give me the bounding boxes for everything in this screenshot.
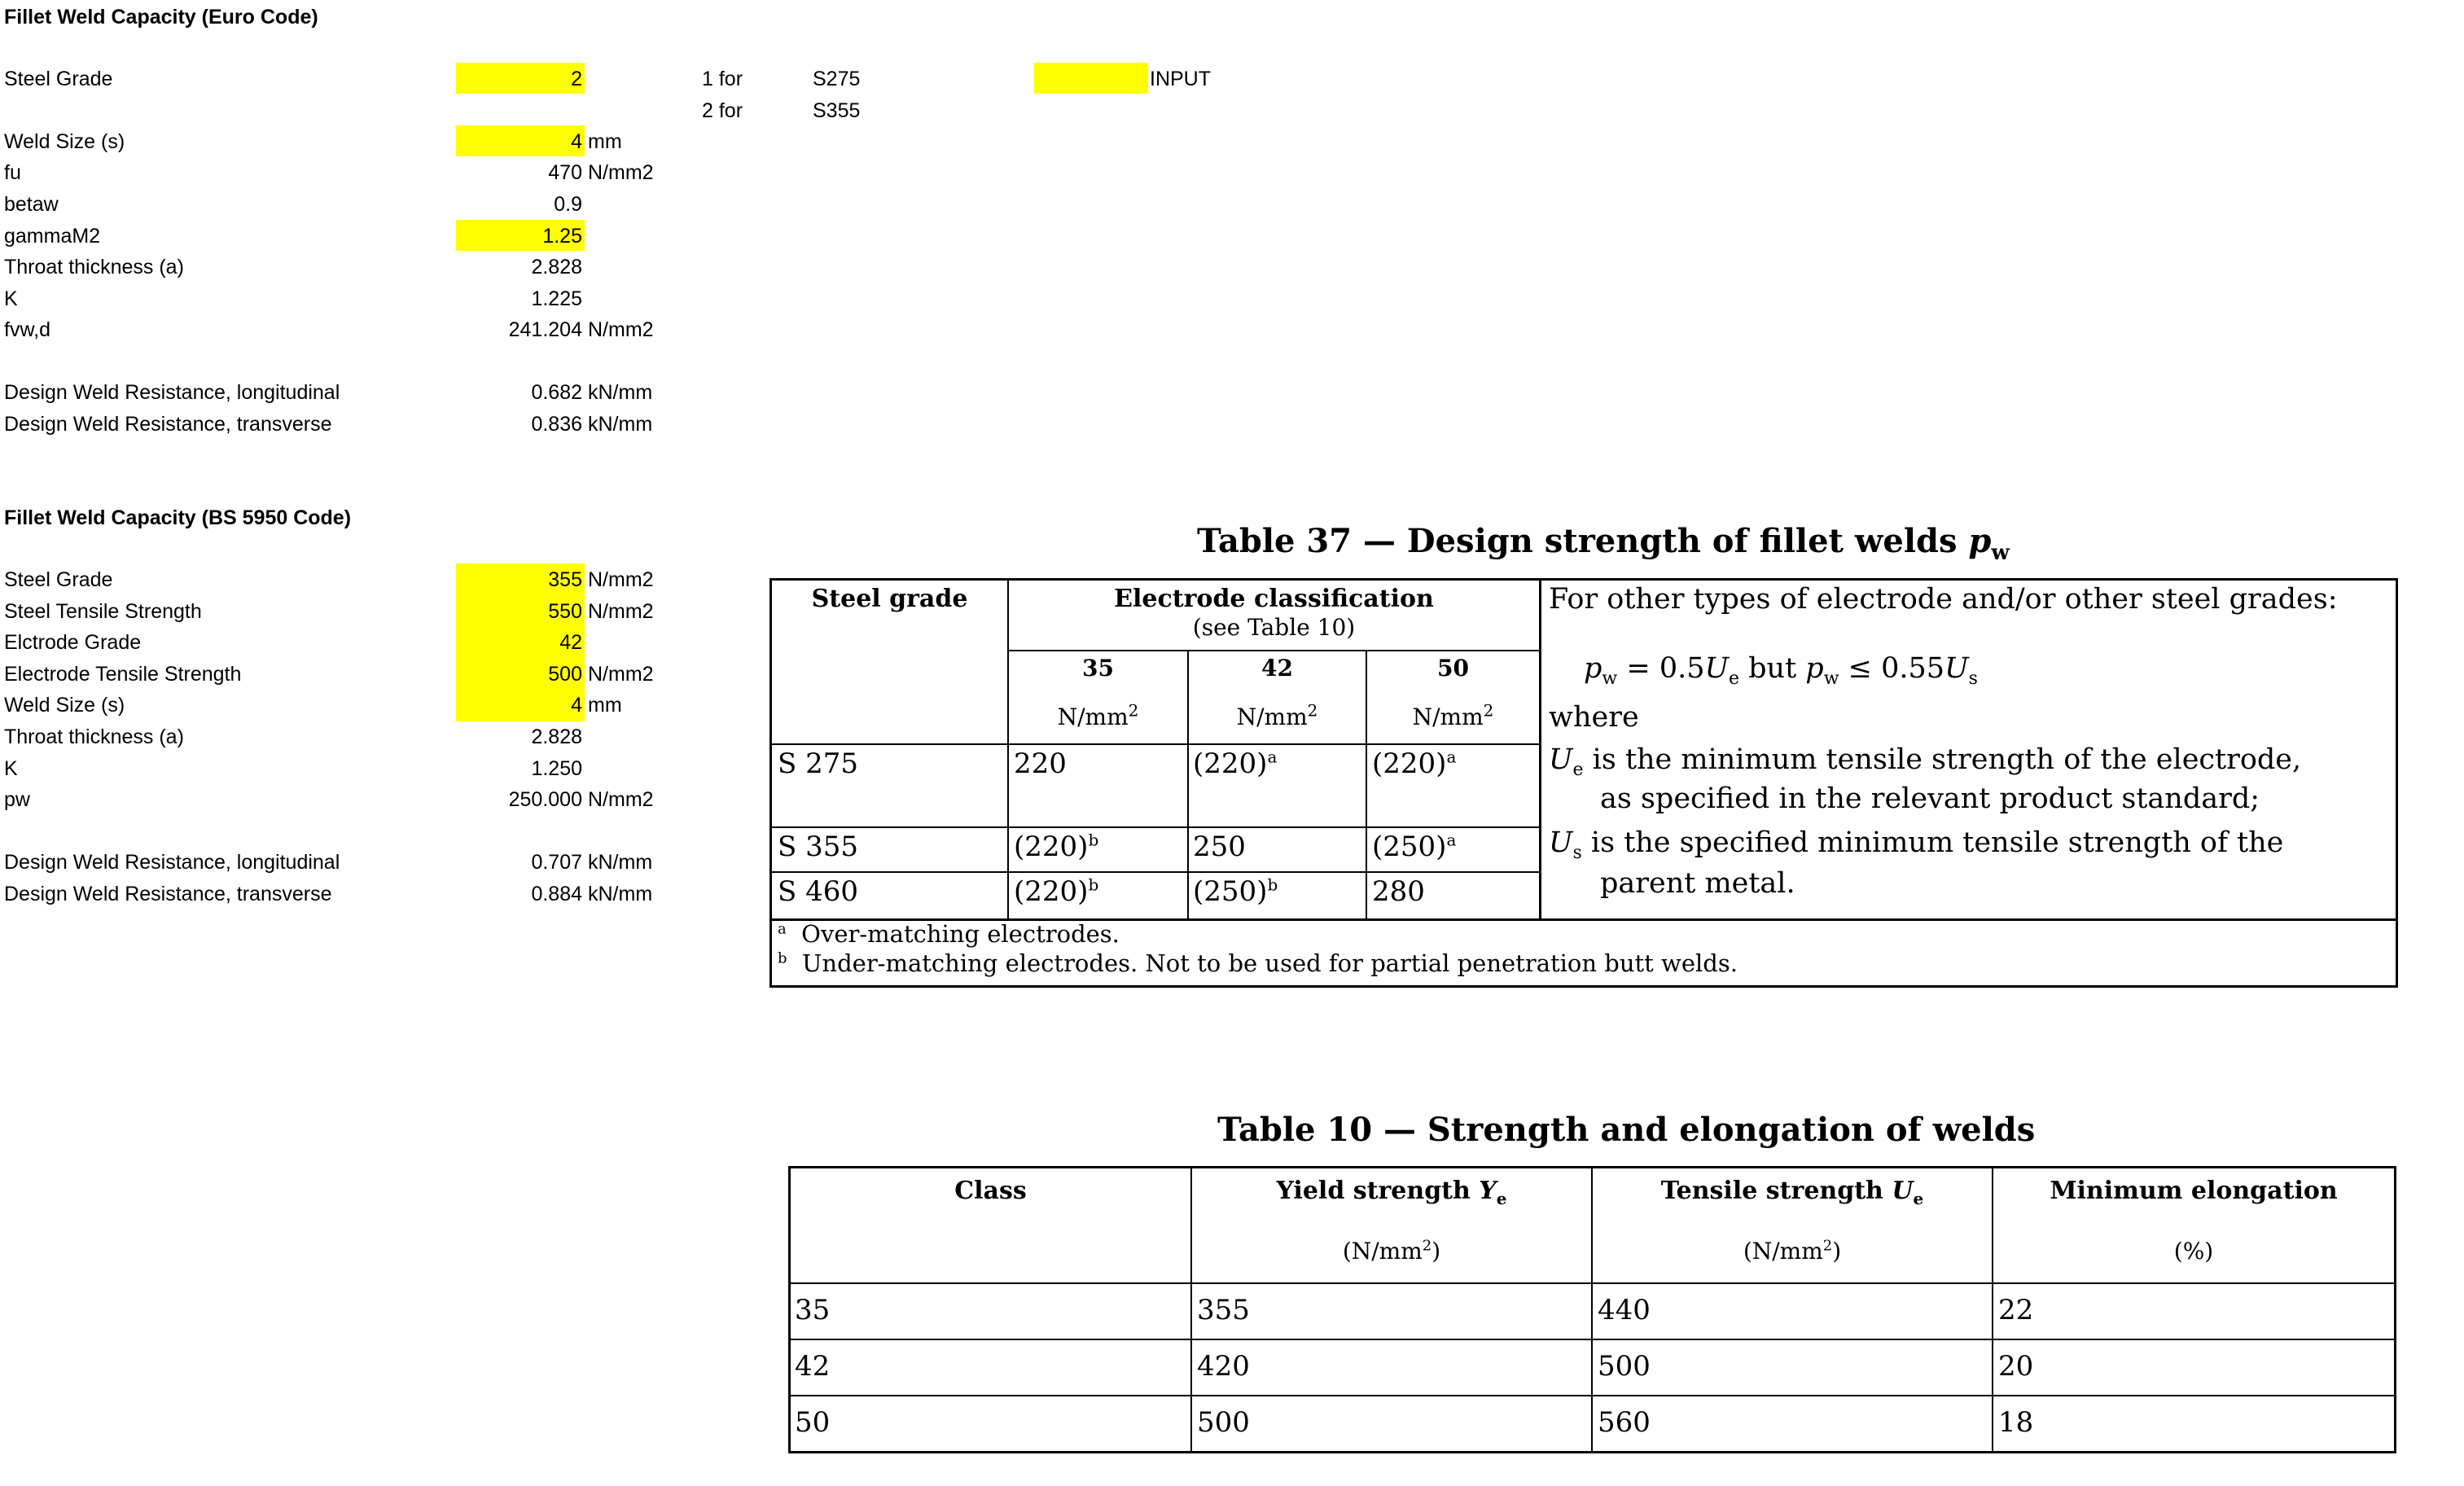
table37-header-35: 35 [1082, 655, 1114, 682]
table10-title: Table 10 — Strength and elongation of welds [1217, 1111, 2036, 1149]
table37-cell: $(220)^b$ [1014, 830, 1099, 863]
option-2-label: 2 for [702, 99, 743, 122]
table37-other-grades-text: For other types of electrode and/or other steel grades: [1549, 583, 2338, 616]
bs-steel-grade-label: Steel Grade [4, 568, 113, 591]
table37-header-42: 42 [1261, 655, 1293, 682]
bs-trans-label: Design Weld Resistance, transverse [4, 883, 332, 905]
table10-cell-tensile: 440 [1598, 1294, 1651, 1326]
table10-cell-yield: 500 [1197, 1406, 1250, 1439]
table37-cell: $(220)^a$ [1372, 747, 1457, 780]
table10-unit-elongation: (%) [2173, 1238, 2214, 1265]
bs-trans-value[interactable]: 0.884 [531, 883, 582, 905]
table37-cell: 280 [1372, 875, 1425, 908]
table37-ue-definition-cont: as specified in the relevant product standard; [1600, 782, 2260, 815]
bs-trans-unit: kN/mm [588, 883, 653, 905]
table10-cell-class: 35 [795, 1294, 831, 1326]
bs-electrode-tensile-value[interactable]: 500 [548, 663, 582, 686]
euro-fvw-label: fvw,d [4, 318, 50, 341]
table10-cell-yield: 420 [1197, 1350, 1250, 1383]
table10-cell-class: 42 [795, 1350, 831, 1383]
bs-tensile-value[interactable]: 550 [548, 600, 582, 623]
table10-header-class: Class [954, 1177, 1027, 1205]
table37-cell: $(220)^b$ [1014, 875, 1099, 908]
bs-pw-label: pw [4, 788, 30, 811]
table10-cell-elongation: 22 [1998, 1294, 2034, 1326]
table37-header-electrode-sub: (see Table 10) [1192, 614, 1356, 641]
table37-us-definition-cont: parent metal. [1600, 867, 1795, 900]
bs-weld-size-unit: mm [588, 694, 622, 717]
bs-long-label: Design Weld Resistance, longitudinal [4, 851, 340, 874]
euro-weld-size-label: Weld Size (s) [4, 130, 125, 153]
table37-cell: 250 [1193, 831, 1246, 863]
bs-weld-size-label: Weld Size (s) [4, 694, 125, 717]
bs-tensile-unit: N/mm2 [588, 600, 654, 623]
euro-throat-label: Throat thickness (a) [4, 256, 184, 278]
euro-betaw-value[interactable]: 0.9 [554, 193, 582, 216]
bs-pw-value[interactable]: 250.000 [508, 788, 582, 811]
table37-formula: $p_w = 0.5U_e$ but $p_w \le 0.55U_s$ [1584, 652, 1978, 689]
table37-unit-42: $N/mm^2$ [1236, 700, 1318, 730]
bs-electrode-tensile-label: Electrode Tensile Strength [4, 663, 242, 686]
table37-cell: $(220)^a$ [1193, 747, 1278, 780]
table37-cell: 220 [1014, 747, 1067, 780]
table37-where: where [1549, 701, 1639, 734]
euro-trans-unit: kN/mm [588, 413, 653, 436]
input-legend-label: INPUT [1150, 68, 1211, 90]
option-1-grade: S275 [813, 68, 861, 90]
bs-long-value[interactable]: 0.707 [531, 851, 582, 874]
euro-k-label: K [4, 287, 18, 310]
bs-electrode-grade-label: Elctrode Grade [4, 631, 142, 654]
euro-fvw-value[interactable]: 241.204 [508, 318, 582, 341]
table10-cell-elongation: 20 [1998, 1350, 2034, 1383]
euro-title: Fillet Weld Capacity (Euro Code) [4, 6, 318, 28]
table10-cell-tensile: 500 [1598, 1350, 1651, 1383]
table37-header-steel-grade: Steel grade [811, 585, 968, 613]
euro-fvw-unit: N/mm2 [588, 318, 654, 341]
table37-unit-35: $N/mm^2$ [1057, 700, 1139, 730]
table10-header-yield: Yield strength $Y_e$ [1276, 1177, 1507, 1208]
table37-row-grade: S 460 [778, 875, 858, 908]
table37-title: Table 37 — Design strength of fillet welds $p_w$ [1197, 522, 2010, 565]
table37-row-grade: S 275 [778, 747, 858, 780]
euro-steel-grade-label: Steel Grade [4, 68, 113, 90]
euro-steel-grade-value[interactable]: 2 [571, 68, 582, 90]
table37-us-definition: $U_s$ is the specified minimum tensile strength of the [1549, 826, 2284, 863]
table37-footnote-a: $^a$ Over-matching electrodes. [778, 920, 1120, 948]
table10-unit-tensile: $(N/mm^2)$ [1743, 1237, 1842, 1265]
table37-ue-definition: $U_e$ is the minimum tensile strength of the electrode, [1549, 743, 2302, 780]
table37-footnote-b: $^b$ Under-matching electrodes. Not to be used for partial penetration butt welds. [778, 949, 1738, 977]
bs-k-label: K [4, 757, 18, 780]
table37-header-electrode: Electrode classification [1114, 585, 1434, 613]
table37-header-50: 50 [1437, 655, 1469, 682]
bs-weld-size-value[interactable]: 4 [571, 694, 582, 717]
bs-electrode-grade-value[interactable]: 42 [559, 631, 582, 654]
euro-gamma-label: gammaM2 [4, 225, 101, 248]
bs-tensile-label: Steel Tensile Strength [4, 600, 202, 623]
table10-cell-class: 50 [795, 1406, 831, 1439]
euro-fu-value[interactable]: 470 [548, 161, 582, 184]
euro-throat-value[interactable]: 2.828 [531, 256, 582, 278]
table37-cell: $(250)^b$ [1193, 875, 1278, 908]
table10-cell-elongation: 18 [1998, 1406, 2034, 1439]
bs-title: Fillet Weld Capacity (BS 5950 Code) [4, 506, 352, 529]
euro-weld-size-value[interactable]: 4 [571, 130, 582, 153]
bs-long-unit: kN/mm [588, 851, 653, 874]
euro-fu-label: fu [4, 161, 21, 184]
bs-throat-label: Throat thickness (a) [4, 725, 184, 748]
table10-unit-yield: $(N/mm^2)$ [1342, 1237, 1441, 1265]
euro-fu-unit: N/mm2 [588, 161, 654, 184]
bs-steel-grade-unit: N/mm2 [588, 568, 654, 591]
bs-k-value[interactable]: 1.250 [531, 757, 582, 780]
euro-long-label: Design Weld Resistance, longitudinal [4, 381, 340, 404]
euro-k-value[interactable]: 1.225 [531, 287, 582, 310]
table37-cell: $(250)^a$ [1372, 830, 1457, 863]
table37-row-grade: S 355 [778, 831, 858, 863]
bs-electrode-tensile-unit: N/mm2 [588, 663, 654, 686]
table10-cell-yield: 355 [1197, 1294, 1250, 1326]
option-2-grade: S355 [813, 99, 861, 122]
table10-cell-tensile: 560 [1598, 1406, 1651, 1439]
euro-long-value[interactable]: 0.682 [531, 381, 582, 404]
table10-header-tensile: Tensile strength $U_e$ [1660, 1177, 1924, 1208]
bs-steel-grade-value[interactable]: 355 [548, 568, 582, 591]
euro-betaw-label: betaw [4, 193, 59, 216]
euro-gamma-value[interactable]: 1.25 [542, 225, 582, 248]
euro-trans-value[interactable]: 0.836 [531, 413, 582, 436]
table37-unit-50: $N/mm^2$ [1412, 700, 1494, 730]
euro-trans-label: Design Weld Resistance, transverse [4, 413, 332, 436]
bs-pw-unit: N/mm2 [588, 788, 654, 811]
input-legend-swatch [1034, 63, 1148, 94]
euro-weld-size-unit: mm [588, 130, 622, 153]
option-1-label: 1 for [702, 68, 743, 90]
bs-throat-value[interactable]: 2.828 [531, 725, 582, 748]
euro-long-unit: kN/mm [588, 381, 653, 404]
table10-header-elongation: Minimum elongation [2050, 1177, 2338, 1205]
